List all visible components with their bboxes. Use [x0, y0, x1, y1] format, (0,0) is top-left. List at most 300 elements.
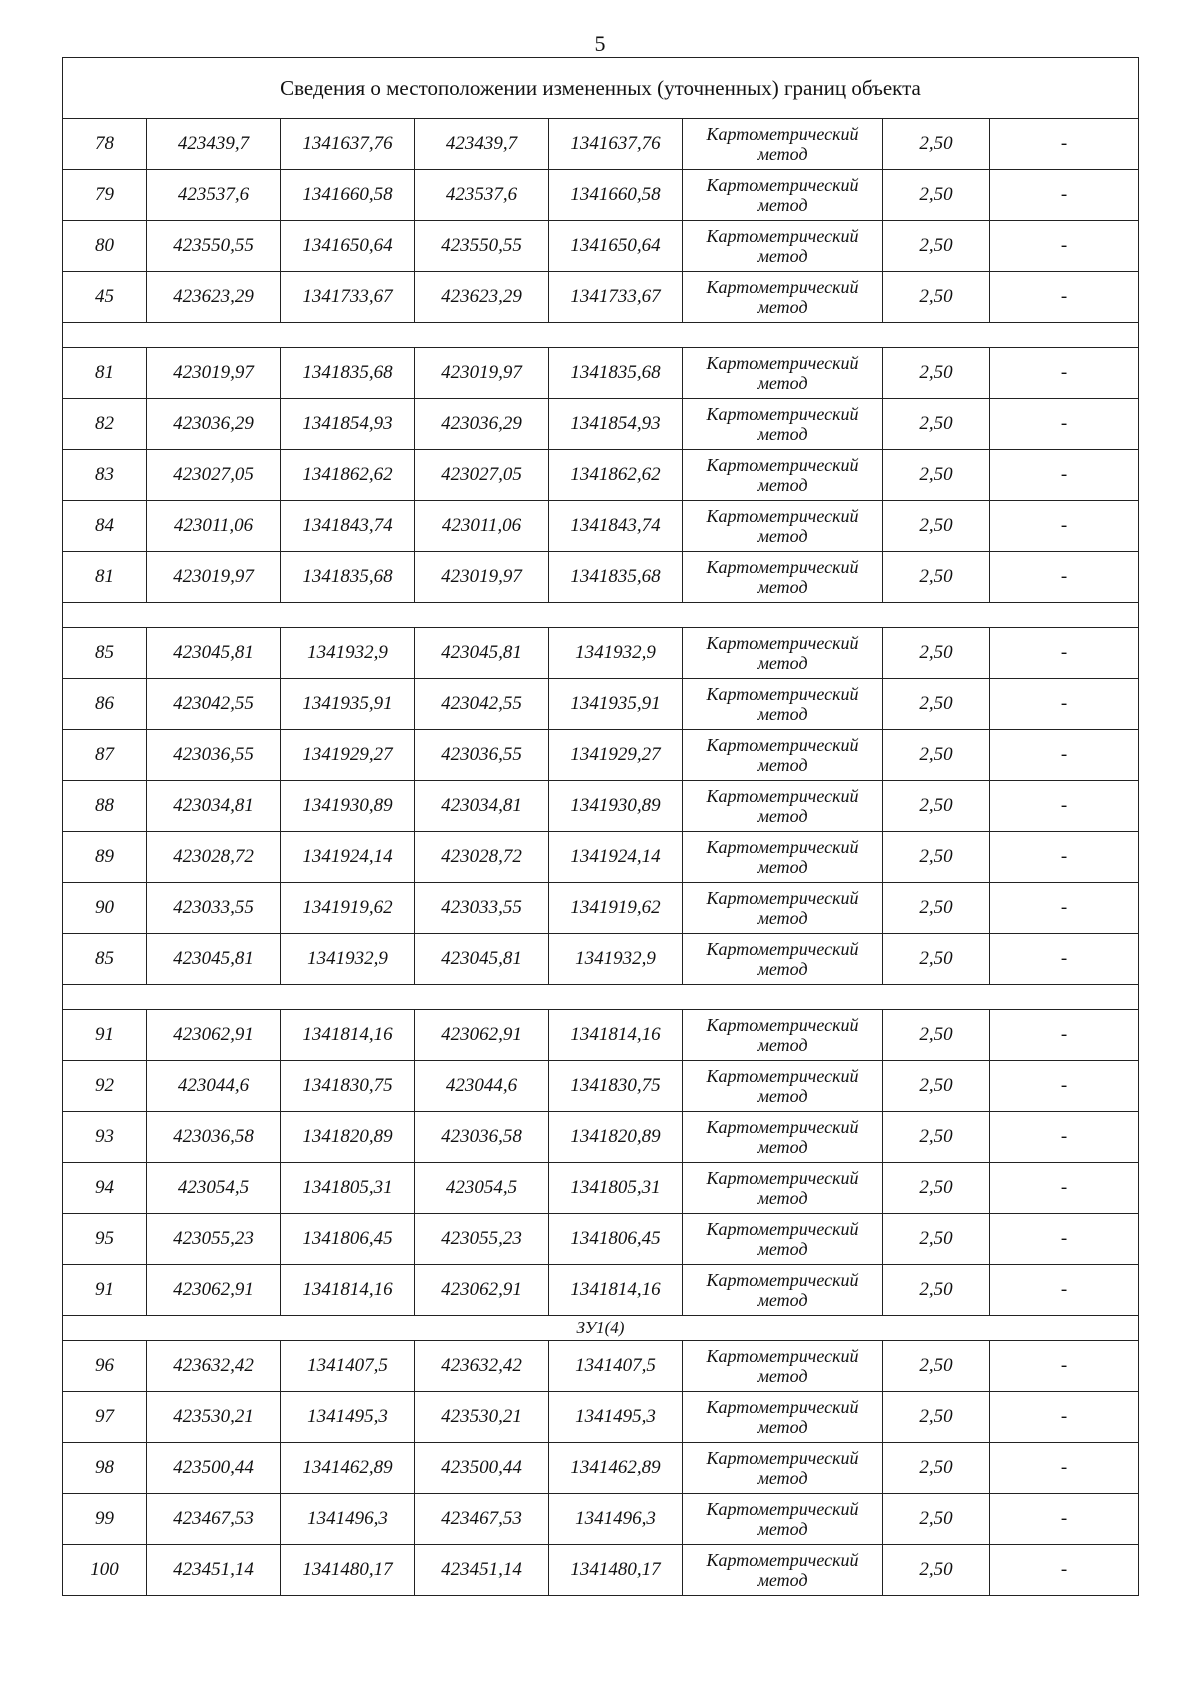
note-cell: -	[990, 832, 1139, 883]
method-text: Картометрический	[706, 786, 859, 806]
method-cell	[683, 934, 883, 985]
point-number-cell: 88	[63, 781, 147, 832]
point-number-cell: 45	[63, 272, 147, 323]
method-text: Картометрический	[706, 684, 859, 704]
method-text: метод	[757, 1035, 808, 1055]
table-row	[63, 1341, 1139, 1392]
x-refined-cell: 423550,55	[415, 221, 549, 272]
x-refined-cell: 423034,81	[415, 781, 549, 832]
method-cell	[683, 272, 883, 323]
y-refined-cell: 1341814,16	[549, 1265, 683, 1316]
precision-cell: 2,50	[883, 1265, 990, 1316]
y-existing-cell: 1341814,16	[281, 1265, 415, 1316]
x-refined-cell: 423019,97	[415, 348, 549, 399]
precision-cell: 2,50	[883, 221, 990, 272]
method-text: метод	[757, 195, 808, 215]
method-cell	[683, 1010, 883, 1061]
table-row	[63, 1443, 1139, 1494]
note-cell: -	[990, 221, 1139, 272]
point-number-cell: 80	[63, 221, 147, 272]
x-existing-cell: 423062,91	[147, 1010, 281, 1061]
y-refined-cell: 1341820,89	[549, 1112, 683, 1163]
method-text: метод	[757, 246, 808, 266]
method-text: Картометрический	[706, 277, 859, 297]
precision-cell: 2,50	[883, 272, 990, 323]
method-text: Картометрический	[706, 455, 859, 475]
method-text: метод	[757, 704, 808, 724]
method-text: Картометрический	[706, 939, 859, 959]
table-row	[63, 1265, 1139, 1316]
y-existing-cell: 1341835,68	[281, 348, 415, 399]
contour-separator-row	[63, 985, 1139, 1010]
y-existing-cell: 1341932,9	[281, 934, 415, 985]
y-existing-cell: 1341930,89	[281, 781, 415, 832]
method-text: метод	[757, 1417, 808, 1437]
precision-cell: 2,50	[883, 501, 990, 552]
y-existing-cell: 1341660,58	[281, 170, 415, 221]
x-existing-cell: 423011,06	[147, 501, 281, 552]
method-cell	[683, 221, 883, 272]
x-existing-cell: 423036,58	[147, 1112, 281, 1163]
method-text: метод	[757, 526, 808, 546]
method-text: Картометрический	[706, 837, 859, 857]
y-existing-cell: 1341843,74	[281, 501, 415, 552]
y-existing-cell: 1341650,64	[281, 221, 415, 272]
x-refined-cell: 423623,29	[415, 272, 549, 323]
method-text: Картометрический	[706, 1117, 859, 1137]
method-cell	[683, 1545, 883, 1596]
precision-cell: 2,50	[883, 119, 990, 170]
table-row	[63, 730, 1139, 781]
x-refined-cell: 423530,21	[415, 1392, 549, 1443]
table-row	[63, 501, 1139, 552]
y-refined-cell: 1341660,58	[549, 170, 683, 221]
x-existing-cell: 423054,5	[147, 1163, 281, 1214]
x-refined-cell: 423019,97	[415, 552, 549, 603]
x-existing-cell: 423530,21	[147, 1392, 281, 1443]
method-cell	[683, 883, 883, 934]
y-existing-cell: 1341924,14	[281, 832, 415, 883]
table-row	[63, 832, 1139, 883]
contour-separator-row	[63, 603, 1139, 628]
x-existing-cell: 423623,29	[147, 272, 281, 323]
x-existing-cell: 423019,97	[147, 552, 281, 603]
method-cell	[683, 1214, 883, 1265]
method-text: метод	[757, 1570, 808, 1590]
table-row	[63, 1163, 1139, 1214]
table-row	[63, 628, 1139, 679]
method-text: Картометрический	[706, 404, 859, 424]
precision-cell: 2,50	[883, 1392, 990, 1443]
y-existing-cell: 1341480,17	[281, 1545, 415, 1596]
note-cell: -	[990, 399, 1139, 450]
y-refined-cell: 1341830,75	[549, 1061, 683, 1112]
method-text: Картометрический	[706, 226, 859, 246]
precision-cell: 2,50	[883, 450, 990, 501]
method-cell	[683, 832, 883, 883]
method-text: метод	[757, 1188, 808, 1208]
x-existing-cell: 423062,91	[147, 1265, 281, 1316]
x-refined-cell: 423054,5	[415, 1163, 549, 1214]
method-cell	[683, 1061, 883, 1112]
precision-cell: 2,50	[883, 1443, 990, 1494]
table-row	[63, 1112, 1139, 1163]
table-row	[63, 1494, 1139, 1545]
table-row	[63, 1010, 1139, 1061]
method-text: метод	[757, 144, 808, 164]
contour-label	[63, 323, 1139, 348]
point-number-cell: 99	[63, 1494, 147, 1545]
method-text: метод	[757, 1468, 808, 1488]
method-cell	[683, 628, 883, 679]
x-existing-cell: 423632,42	[147, 1341, 281, 1392]
x-refined-cell: 423451,14	[415, 1545, 549, 1596]
y-existing-cell: 1341919,62	[281, 883, 415, 934]
method-text: метод	[757, 1366, 808, 1386]
method-cell	[683, 1392, 883, 1443]
y-existing-cell: 1341820,89	[281, 1112, 415, 1163]
x-existing-cell: 423027,05	[147, 450, 281, 501]
precision-cell: 2,50	[883, 628, 990, 679]
table-row	[63, 272, 1139, 323]
method-cell	[683, 348, 883, 399]
table-row	[63, 170, 1139, 221]
y-refined-cell: 1341932,9	[549, 934, 683, 985]
x-refined-cell: 423036,58	[415, 1112, 549, 1163]
method-text: метод	[757, 1290, 808, 1310]
x-existing-cell: 423036,55	[147, 730, 281, 781]
note-cell: -	[990, 1494, 1139, 1545]
y-refined-cell: 1341650,64	[549, 221, 683, 272]
table-row	[63, 1061, 1139, 1112]
x-existing-cell: 423042,55	[147, 679, 281, 730]
x-refined-cell: 423028,72	[415, 832, 549, 883]
y-existing-cell: 1341862,62	[281, 450, 415, 501]
method-cell	[683, 552, 883, 603]
x-refined-cell: 423439,7	[415, 119, 549, 170]
point-number-cell: 84	[63, 501, 147, 552]
method-text: Картометрический	[706, 633, 859, 653]
y-existing-cell: 1341806,45	[281, 1214, 415, 1265]
x-existing-cell: 423028,72	[147, 832, 281, 883]
x-refined-cell: 423036,29	[415, 399, 549, 450]
y-existing-cell: 1341637,76	[281, 119, 415, 170]
y-refined-cell: 1341932,9	[549, 628, 683, 679]
method-text: Картометрический	[706, 735, 859, 755]
note-cell: -	[990, 450, 1139, 501]
note-cell: -	[990, 934, 1139, 985]
table-row	[63, 1214, 1139, 1265]
x-existing-cell: 423467,53	[147, 1494, 281, 1545]
precision-cell: 2,50	[883, 170, 990, 221]
y-refined-cell: 1341835,68	[549, 552, 683, 603]
point-number-cell: 83	[63, 450, 147, 501]
precision-cell: 2,50	[883, 1010, 990, 1061]
precision-cell: 2,50	[883, 1494, 990, 1545]
x-existing-cell: 423044,6	[147, 1061, 281, 1112]
y-refined-cell: 1341806,45	[549, 1214, 683, 1265]
precision-cell: 2,50	[883, 934, 990, 985]
table-row	[63, 883, 1139, 934]
y-refined-cell: 1341924,14	[549, 832, 683, 883]
x-refined-cell: 423467,53	[415, 1494, 549, 1545]
method-text: Картометрический	[706, 1550, 859, 1570]
table-row	[63, 348, 1139, 399]
point-number-cell: 94	[63, 1163, 147, 1214]
x-existing-cell: 423045,81	[147, 628, 281, 679]
table-row	[63, 781, 1139, 832]
method-cell	[683, 1494, 883, 1545]
x-refined-cell: 423500,44	[415, 1443, 549, 1494]
table-row	[63, 679, 1139, 730]
y-existing-cell: 1341814,16	[281, 1010, 415, 1061]
method-cell	[683, 781, 883, 832]
precision-cell: 2,50	[883, 730, 990, 781]
note-cell: -	[990, 1163, 1139, 1214]
table-row	[63, 119, 1139, 170]
precision-cell: 2,50	[883, 1061, 990, 1112]
y-refined-cell: 1341919,62	[549, 883, 683, 934]
note-cell: -	[990, 628, 1139, 679]
method-cell	[683, 450, 883, 501]
method-text: метод	[757, 1086, 808, 1106]
note-cell: -	[990, 170, 1139, 221]
method-text: метод	[757, 806, 808, 826]
y-refined-cell: 1341496,3	[549, 1494, 683, 1545]
method-text: Картометрический	[706, 1499, 859, 1519]
method-cell	[683, 1163, 883, 1214]
y-refined-cell: 1341733,67	[549, 272, 683, 323]
contour-label	[63, 985, 1139, 1010]
note-cell: -	[990, 679, 1139, 730]
precision-cell: 2,50	[883, 552, 990, 603]
precision-cell: 2,50	[883, 679, 990, 730]
y-refined-cell: 1341843,74	[549, 501, 683, 552]
boundary-points-table	[62, 57, 1139, 1596]
note-cell: -	[990, 348, 1139, 399]
x-refined-cell: 423055,23	[415, 1214, 549, 1265]
x-refined-cell: 423027,05	[415, 450, 549, 501]
note-cell: -	[990, 501, 1139, 552]
precision-cell: 2,50	[883, 1214, 990, 1265]
x-existing-cell: 423537,6	[147, 170, 281, 221]
point-number-cell: 92	[63, 1061, 147, 1112]
y-refined-cell: 1341929,27	[549, 730, 683, 781]
y-existing-cell: 1341733,67	[281, 272, 415, 323]
point-number-cell: 81	[63, 552, 147, 603]
precision-cell: 2,50	[883, 1545, 990, 1596]
method-text: метод	[757, 424, 808, 444]
point-number-cell: 91	[63, 1265, 147, 1316]
method-text: метод	[757, 959, 808, 979]
method-text: метод	[757, 755, 808, 775]
method-text: метод	[757, 1519, 808, 1539]
precision-cell: 2,50	[883, 1163, 990, 1214]
method-cell	[683, 1112, 883, 1163]
y-refined-cell: 1341814,16	[549, 1010, 683, 1061]
precision-cell: 2,50	[883, 399, 990, 450]
table-row	[63, 221, 1139, 272]
method-text: Картометрический	[706, 1346, 859, 1366]
y-existing-cell: 1341932,9	[281, 628, 415, 679]
y-existing-cell: 1341805,31	[281, 1163, 415, 1214]
y-refined-cell: 1341480,17	[549, 1545, 683, 1596]
x-refined-cell: 423011,06	[415, 501, 549, 552]
note-cell: -	[990, 1265, 1139, 1316]
method-text: Картометрический	[706, 888, 859, 908]
method-text: Картометрический	[706, 1397, 859, 1417]
x-refined-cell: 423033,55	[415, 883, 549, 934]
method-text: метод	[757, 577, 808, 597]
point-number-cell: 90	[63, 883, 147, 934]
precision-cell: 2,50	[883, 1112, 990, 1163]
x-existing-cell: 423439,7	[147, 119, 281, 170]
method-text: Картометрический	[706, 1015, 859, 1035]
method-text: Картометрический	[706, 1219, 859, 1239]
point-number-cell: 85	[63, 934, 147, 985]
method-cell	[683, 1443, 883, 1494]
note-cell: -	[990, 1392, 1139, 1443]
y-existing-cell: 1341830,75	[281, 1061, 415, 1112]
method-cell	[683, 170, 883, 221]
point-number-cell: 87	[63, 730, 147, 781]
point-number-cell: 91	[63, 1010, 147, 1061]
y-refined-cell: 1341495,3	[549, 1392, 683, 1443]
method-cell	[683, 501, 883, 552]
method-cell	[683, 1265, 883, 1316]
y-existing-cell: 1341929,27	[281, 730, 415, 781]
method-cell	[683, 1341, 883, 1392]
x-refined-cell: 423044,6	[415, 1061, 549, 1112]
method-text: метод	[757, 1239, 808, 1259]
x-refined-cell: 423042,55	[415, 679, 549, 730]
method-text: Картометрический	[706, 353, 859, 373]
method-text: метод	[757, 373, 808, 393]
note-cell: -	[990, 119, 1139, 170]
precision-cell: 2,50	[883, 781, 990, 832]
method-cell	[683, 730, 883, 781]
table-row	[63, 1545, 1139, 1596]
method-cell	[683, 679, 883, 730]
y-existing-cell: 1341935,91	[281, 679, 415, 730]
method-text: Картометрический	[706, 1168, 859, 1188]
point-number-cell: 100	[63, 1545, 147, 1596]
x-existing-cell: 423034,81	[147, 781, 281, 832]
point-number-cell: 95	[63, 1214, 147, 1265]
y-refined-cell: 1341637,76	[549, 119, 683, 170]
y-refined-cell: 1341930,89	[549, 781, 683, 832]
note-cell: -	[990, 1214, 1139, 1265]
x-existing-cell: 423036,29	[147, 399, 281, 450]
note-cell: -	[990, 1061, 1139, 1112]
x-existing-cell: 423019,97	[147, 348, 281, 399]
precision-cell: 2,50	[883, 832, 990, 883]
y-refined-cell: 1341862,62	[549, 450, 683, 501]
method-cell	[683, 399, 883, 450]
table-row	[63, 934, 1139, 985]
method-text: метод	[757, 1137, 808, 1157]
x-refined-cell: 423045,81	[415, 628, 549, 679]
note-cell: -	[990, 1341, 1139, 1392]
method-text: Картометрический	[706, 124, 859, 144]
table-row	[63, 450, 1139, 501]
x-refined-cell: 423036,55	[415, 730, 549, 781]
y-refined-cell: 1341835,68	[549, 348, 683, 399]
table-row	[63, 1392, 1139, 1443]
method-text: Картометрический	[706, 1066, 859, 1086]
y-existing-cell: 1341462,89	[281, 1443, 415, 1494]
y-refined-cell: 1341854,93	[549, 399, 683, 450]
note-cell: -	[990, 781, 1139, 832]
method-cell	[683, 119, 883, 170]
x-refined-cell: 423062,91	[415, 1265, 549, 1316]
table-title: Сведения о местоположении измененных (уточненных) границ объекта	[63, 58, 1139, 119]
note-cell: -	[990, 730, 1139, 781]
method-text: Картометрический	[706, 557, 859, 577]
y-refined-cell: 1341935,91	[549, 679, 683, 730]
x-refined-cell: 423045,81	[415, 934, 549, 985]
contour-label: ЗУ1(4)	[63, 1316, 1139, 1341]
method-text: Картометрический	[706, 1270, 859, 1290]
x-refined-cell: 423632,42	[415, 1341, 549, 1392]
page-number: 5	[594, 31, 606, 56]
method-text: метод	[757, 857, 808, 877]
x-existing-cell: 423033,55	[147, 883, 281, 934]
point-number-cell: 96	[63, 1341, 147, 1392]
method-text: Картометрический	[706, 1448, 859, 1468]
method-text: метод	[757, 908, 808, 928]
note-cell: -	[990, 1112, 1139, 1163]
table-row	[63, 399, 1139, 450]
note-cell: -	[990, 552, 1139, 603]
point-number-cell: 89	[63, 832, 147, 883]
x-existing-cell: 423451,14	[147, 1545, 281, 1596]
table-title-row	[63, 58, 1139, 119]
note-cell: -	[990, 883, 1139, 934]
table-row	[63, 552, 1139, 603]
note-cell: -	[990, 1443, 1139, 1494]
contour-separator-row	[63, 323, 1139, 348]
contour-separator-row	[63, 1316, 1139, 1341]
y-existing-cell: 1341495,3	[281, 1392, 415, 1443]
point-number-cell: 78	[63, 119, 147, 170]
point-number-cell: 98	[63, 1443, 147, 1494]
method-text: Картометрический	[706, 506, 859, 526]
point-number-cell: 93	[63, 1112, 147, 1163]
contour-label	[63, 603, 1139, 628]
x-existing-cell: 423550,55	[147, 221, 281, 272]
x-refined-cell: 423062,91	[415, 1010, 549, 1061]
x-refined-cell: 423537,6	[415, 170, 549, 221]
method-text: Картометрический	[706, 175, 859, 195]
y-existing-cell: 1341854,93	[281, 399, 415, 450]
note-cell: -	[990, 1010, 1139, 1061]
point-number-cell: 79	[63, 170, 147, 221]
y-existing-cell: 1341835,68	[281, 552, 415, 603]
point-number-cell: 82	[63, 399, 147, 450]
y-refined-cell: 1341805,31	[549, 1163, 683, 1214]
y-existing-cell: 1341407,5	[281, 1341, 415, 1392]
precision-cell: 2,50	[883, 1341, 990, 1392]
point-number-cell: 85	[63, 628, 147, 679]
method-text: метод	[757, 653, 808, 673]
point-number-cell: 97	[63, 1392, 147, 1443]
y-existing-cell: 1341496,3	[281, 1494, 415, 1545]
point-number-cell: 81	[63, 348, 147, 399]
method-text: метод	[757, 297, 808, 317]
precision-cell: 2,50	[883, 883, 990, 934]
x-existing-cell: 423500,44	[147, 1443, 281, 1494]
